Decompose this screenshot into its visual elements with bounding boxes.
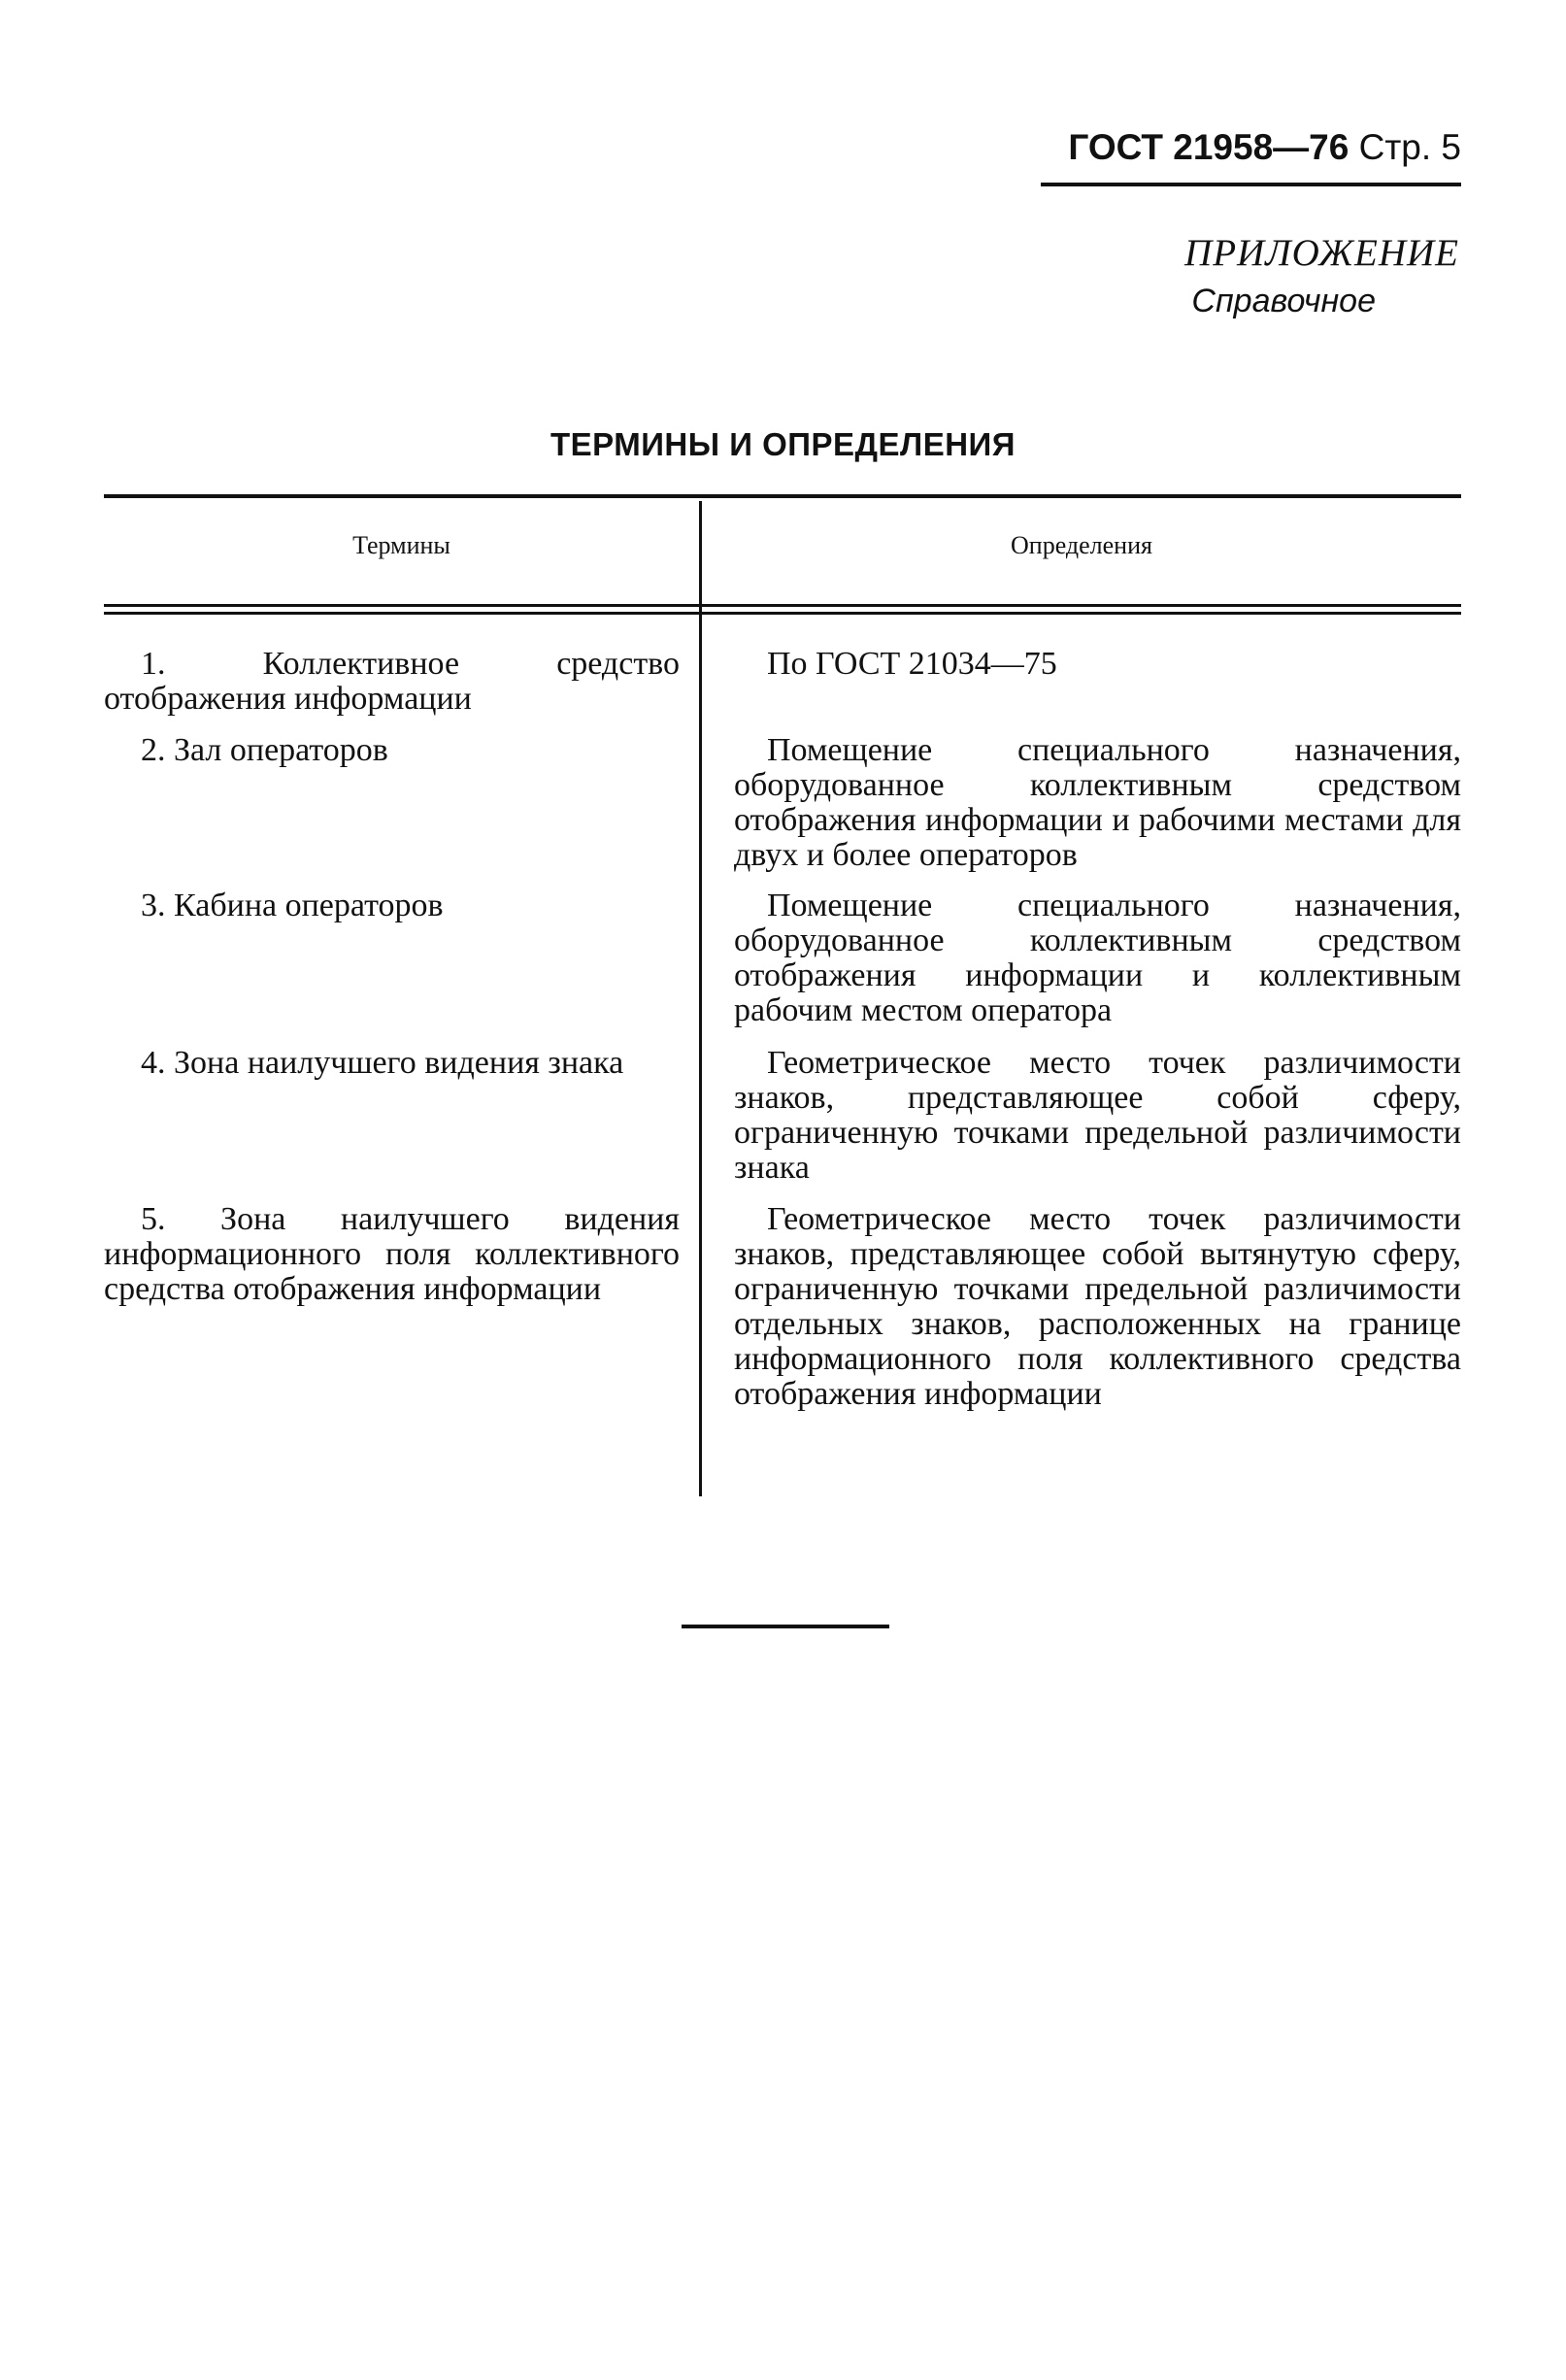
definition-cell: Помещение специального назначения, оборудованное коллективным средством отображения информации и коллективным рабочим местом оператора xyxy=(734,888,1461,1028)
term-cell: 5. Зона наилучшего видения информационного поля коллективного средства отображения информации xyxy=(104,1201,680,1307)
page-header xyxy=(1041,126,1461,169)
end-of-document-rule xyxy=(682,1625,889,1628)
appendix-heading xyxy=(971,229,1459,324)
document-title: ТЕРМИНЫ И ОПРЕДЕЛЕНИЯ xyxy=(550,426,1016,462)
term-cell: 3. Кабина операторов xyxy=(141,888,444,923)
definition-cell: Геометрическое место точек различимости знаков, представляющее собой вытянутую сферу, ограниченную точками предельной различимости отдельных знаков, расположенных на границе информационного поля коллективного средства отображения информации xyxy=(734,1201,1461,1412)
definition-cell: По ГОСТ 21034—75 xyxy=(767,646,1057,682)
column-header-definitions: Определения xyxy=(1011,531,1152,559)
header-rule xyxy=(1041,183,1461,186)
column-header-terms: Термины xyxy=(352,531,450,559)
appendix-label: ПРИЛОЖЕНИЕ xyxy=(1184,232,1459,274)
appendix-sublabel: Справочное xyxy=(1191,283,1376,319)
header-rule-lower xyxy=(104,612,1461,615)
term-cell: 2. Зал операторов xyxy=(141,732,388,768)
table-top-rule xyxy=(104,494,1461,498)
definition-cell: Помещение специального назначения, оборудованное коллективным средством отображения информации и рабочими местами для двух и более операторов xyxy=(734,732,1461,873)
column-divider xyxy=(699,501,702,1496)
term-cell: 1. Коллективное средство отображения информации xyxy=(104,646,680,717)
definition-cell: Геометрическое место точек различимости знаков, представляющее собой сферу, ограниченную точками предельной различимости знака xyxy=(734,1045,1461,1186)
term-cell: 4. Зона наилучшего видения знака xyxy=(141,1045,624,1081)
header-rule-upper xyxy=(104,604,1461,607)
standard-number: ГОСТ 21958—76 xyxy=(1068,127,1349,167)
page-number: Стр. 5 xyxy=(1358,127,1461,167)
